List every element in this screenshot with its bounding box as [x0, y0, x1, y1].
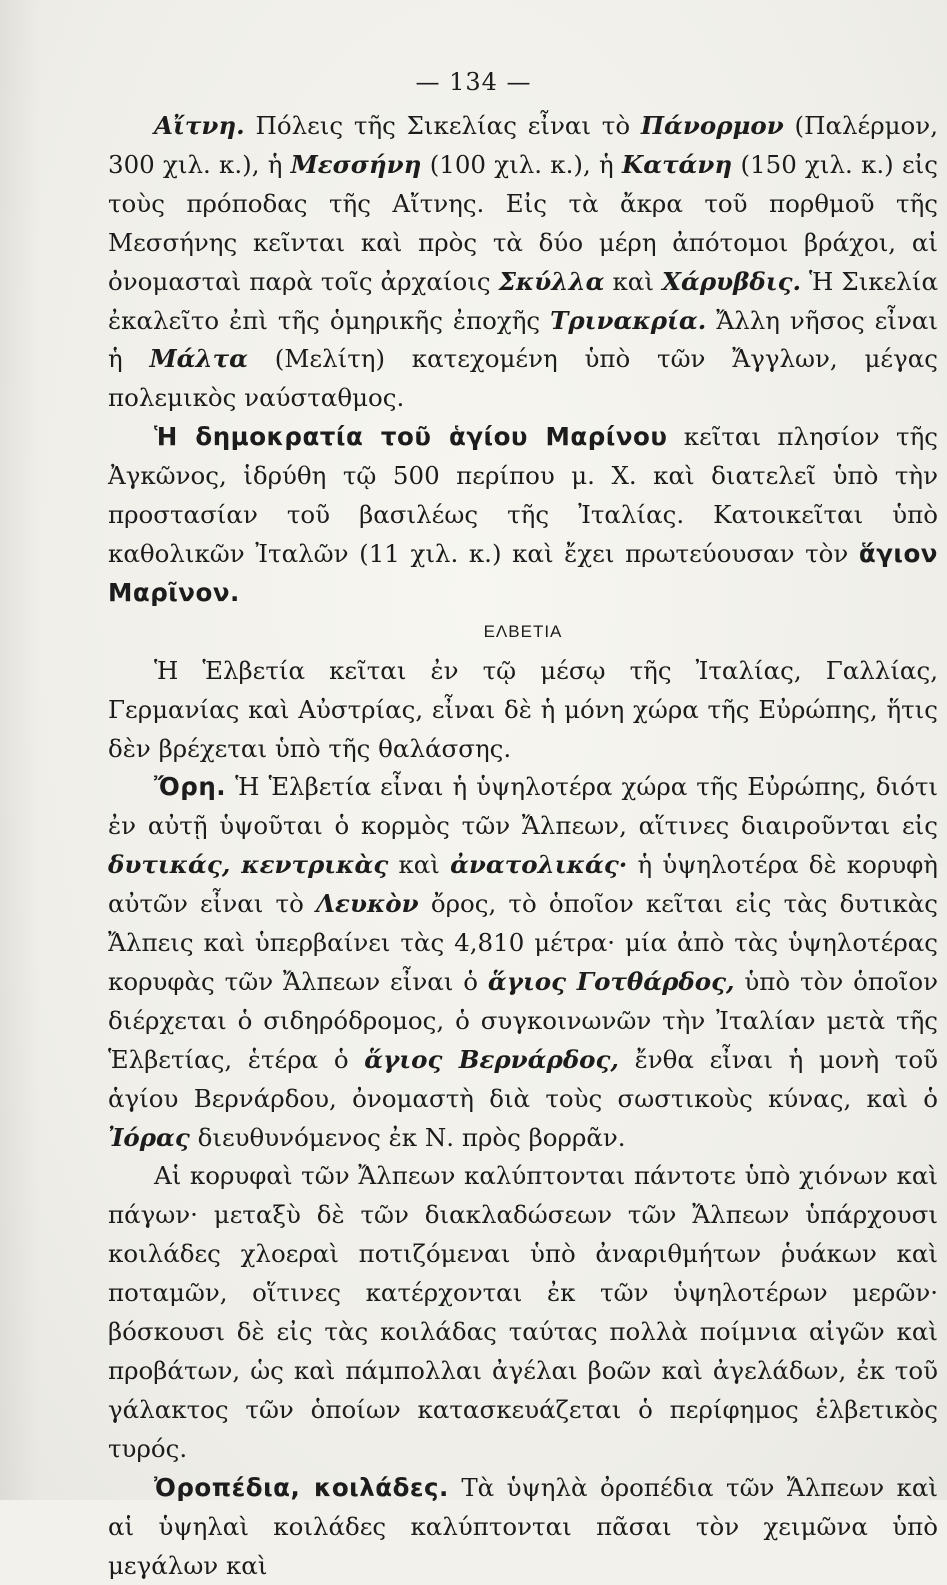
term-trinakria: Τρινακρία.: [550, 305, 707, 335]
text-run: ὄρος, τὸ ὁποῖον κεῖται εἰς τὰς δυτικὰς Ἄλπεις καὶ ὑπερβαίνει τὰς 4,810 μέτρα· μία ἀπὸ τὰς ὑψηλοτέρας κορυφὰς τῶν Ἄλπεων εἶναι ὁ: [108, 889, 938, 996]
term-eastern: ἀνατολικάς·: [450, 850, 628, 880]
text-run: (150 χιλ. κ.) εἰς τοὺς πρόποδας τῆς Αἴτνης. Εἰς τὰ ἄκρα τοῦ πορθμοῦ τῆς Μεσσήνης κεῖνται καὶ πρὸς τὰ δύο μέρη ἀπότομοι βράχοι, αἱ ὀνομασταὶ παρὰ τοῖς ἀρχαίοις: [108, 149, 939, 296]
text-run: Ἡ Ἑλβετία εἶναι ἡ ὑψηλοτέρα χώρα τῆς Εὐρώπης, διότι ἐν αὐτῇ ὑψοῦται ὁ κορμὸς τῶν Ἄλπεων, αἵτινες διαιροῦνται εἰς: [108, 772, 938, 841]
text-run: Ἡ Σικελία ἐκαλεῖτο ἐπὶ τῆς ὁμηρικῆς ἐποχῆς: [108, 266, 938, 335]
text-run: (Παλέρμον, 300 χιλ. κ.), ἡ: [108, 111, 938, 179]
paragraph-alps-valleys: Αἱ κορυφαὶ τῶν Ἄλπεων καλύπτονται πάντοτε ὑπὸ χιόνων καὶ πάγων· μεταξὺ δὲ τῶν διακλαδώσεων τῶν Ἄλπεων ὑπάρχουσι κοιλάδες χλοεραὶ ποτιζόμεναι ὑπὸ ἀναριθμήτων ῥυάκων καὶ ποταμῶν, οἵτινες κατέρχονται ἐκ τῶν ὑψηλοτέρων μερῶν· βόσκουσι δὲ εἰς τὰς κοιλάδας ταύτας πολλὰ ποίμνια αἰγῶν καὶ προβάτων, ὡς καὶ πάμπολλαι ἀγέλαι βοῶν καὶ ἀγελάδων, ἐκ τοῦ γάλακτος τῶν ὁποίων κατασκευάζεται ὁ περίφημος ἑλβετικὸς τυρός.: [108, 1161, 938, 1463]
term-agios-marinos: ἅγιον Μαρῖνον.: [108, 538, 938, 607]
term-malta: Μάλτα: [149, 344, 248, 374]
term-leukon: Λευκὸν: [316, 889, 419, 919]
term-messini: Μεσσήνη: [290, 149, 422, 179]
term-aitna: Αἴτνη.: [154, 111, 245, 140]
text-run: ὑπὸ τὸν ὁποῖον διέρχεται ὁ σιδηρόδρομος, ὁ συγκοινωνῶν τὴν Ἰταλίαν μετὰ τῆς Ἑλβετίας, ἑτέρα ὁ: [108, 966, 938, 1074]
paragraph-mountains: [108, 768, 938, 1157]
paragraph-sicily: [108, 107, 938, 418]
text-run: καὶ: [604, 266, 662, 296]
text-run: ἔνθα εἶναι ἡ μονὴ τοῦ ἁγίου Βερνάρδου, ὀνομαστὴ διὰ τοὺς σωστικοὺς κύνας, καὶ ὁ: [108, 1044, 938, 1113]
term-skylla: Σκύλλα: [498, 266, 605, 296]
text-run: Πόλεις τῆς Σικελίας εἶναι τὸ: [244, 111, 641, 140]
page-body: [108, 107, 938, 1585]
text-run: Τὰ ὑψηλὰ ὀροπέδια τῶν Ἄλπεων καὶ αἱ ὑψηλαὶ κοιλάδες καλύπτονται πᾶσαι τὸν χειμῶνα ὑπὸ μεγάλων καὶ: [108, 1472, 938, 1580]
text-run: ἡ ὑψηλοτέρα δὲ κορυφὴ αὐτῶν εἶναι τὸ: [108, 850, 938, 919]
section-term-san-marino: Ἡ δημοκρατία τοῦ ἁγίου Μαρίνου: [154, 422, 668, 452]
term-ioras: Ἰόρας: [108, 1122, 190, 1152]
text-run: Ἄλλη νῆσος εἶναι ἡ: [108, 305, 938, 374]
term-katani: Κατάνη: [621, 149, 733, 179]
paragraph-plateaus: [108, 1469, 938, 1585]
text-run: (100 χιλ. κ.), ἡ: [421, 149, 622, 179]
text-run: καὶ: [388, 850, 451, 880]
term-panormon: Πάνορμον: [640, 111, 784, 140]
paragraph-switzerland-intro: Ἡ Ἑλβετία κεῖται ἐν τῷ μέσῳ τῆς Ἰταλίας, Γαλλίας, Γερμανίας καὶ Αὐστρίας, εἶναι δὲ ἡ μόνη χώρα τῆς Εὐρώπης, ἥτις δὲν βρέχεται ὑπὸ τῆς θαλάσσης.: [108, 655, 938, 763]
term-bernard: ἅγιος Βερνάρδος,: [364, 1044, 619, 1074]
term-west-central: δυτικάς, κεντρικὰς: [108, 850, 389, 880]
page-number: — 134 —: [415, 68, 532, 96]
text-run: κεῖται πλησίον τῆς Ἀγκῶνος, ἱδρύθη τῷ 500 περίπου μ. Χ. καὶ διατελεῖ ὑπὸ τὴν προστασίαν τοῦ βασιλέως τῆς Ἰταλίας. Κατοικεῖται ὑπὸ καθολικῶν Ἰταλῶν (11 χιλ. κ.) καὶ ἔχει πρωτεύουσαν τὸν: [108, 422, 938, 568]
section-term-oropedia: Ὀροπέδια, κοιλάδες.: [154, 1472, 449, 1502]
paragraph-san-marino: [108, 418, 938, 613]
text-run: (Μελίτη) κατεχομένη ὑπὸ τῶν Ἄγγλων, μέγας πολεμικὸς ναύσταθμος.: [108, 344, 938, 413]
section-heading: ΕΛΒΕΤΙΑ: [483, 621, 563, 641]
section-term-ori: Ὄρη.: [154, 772, 227, 802]
term-charybdis: Χάρυβδις.: [661, 266, 802, 296]
text-run: διευθυνόμενος ἐκ Ν. πρὸς βορρᾶν.: [189, 1122, 626, 1152]
term-gotthard: ἅγιος Γοτθάρδος,: [487, 966, 735, 996]
